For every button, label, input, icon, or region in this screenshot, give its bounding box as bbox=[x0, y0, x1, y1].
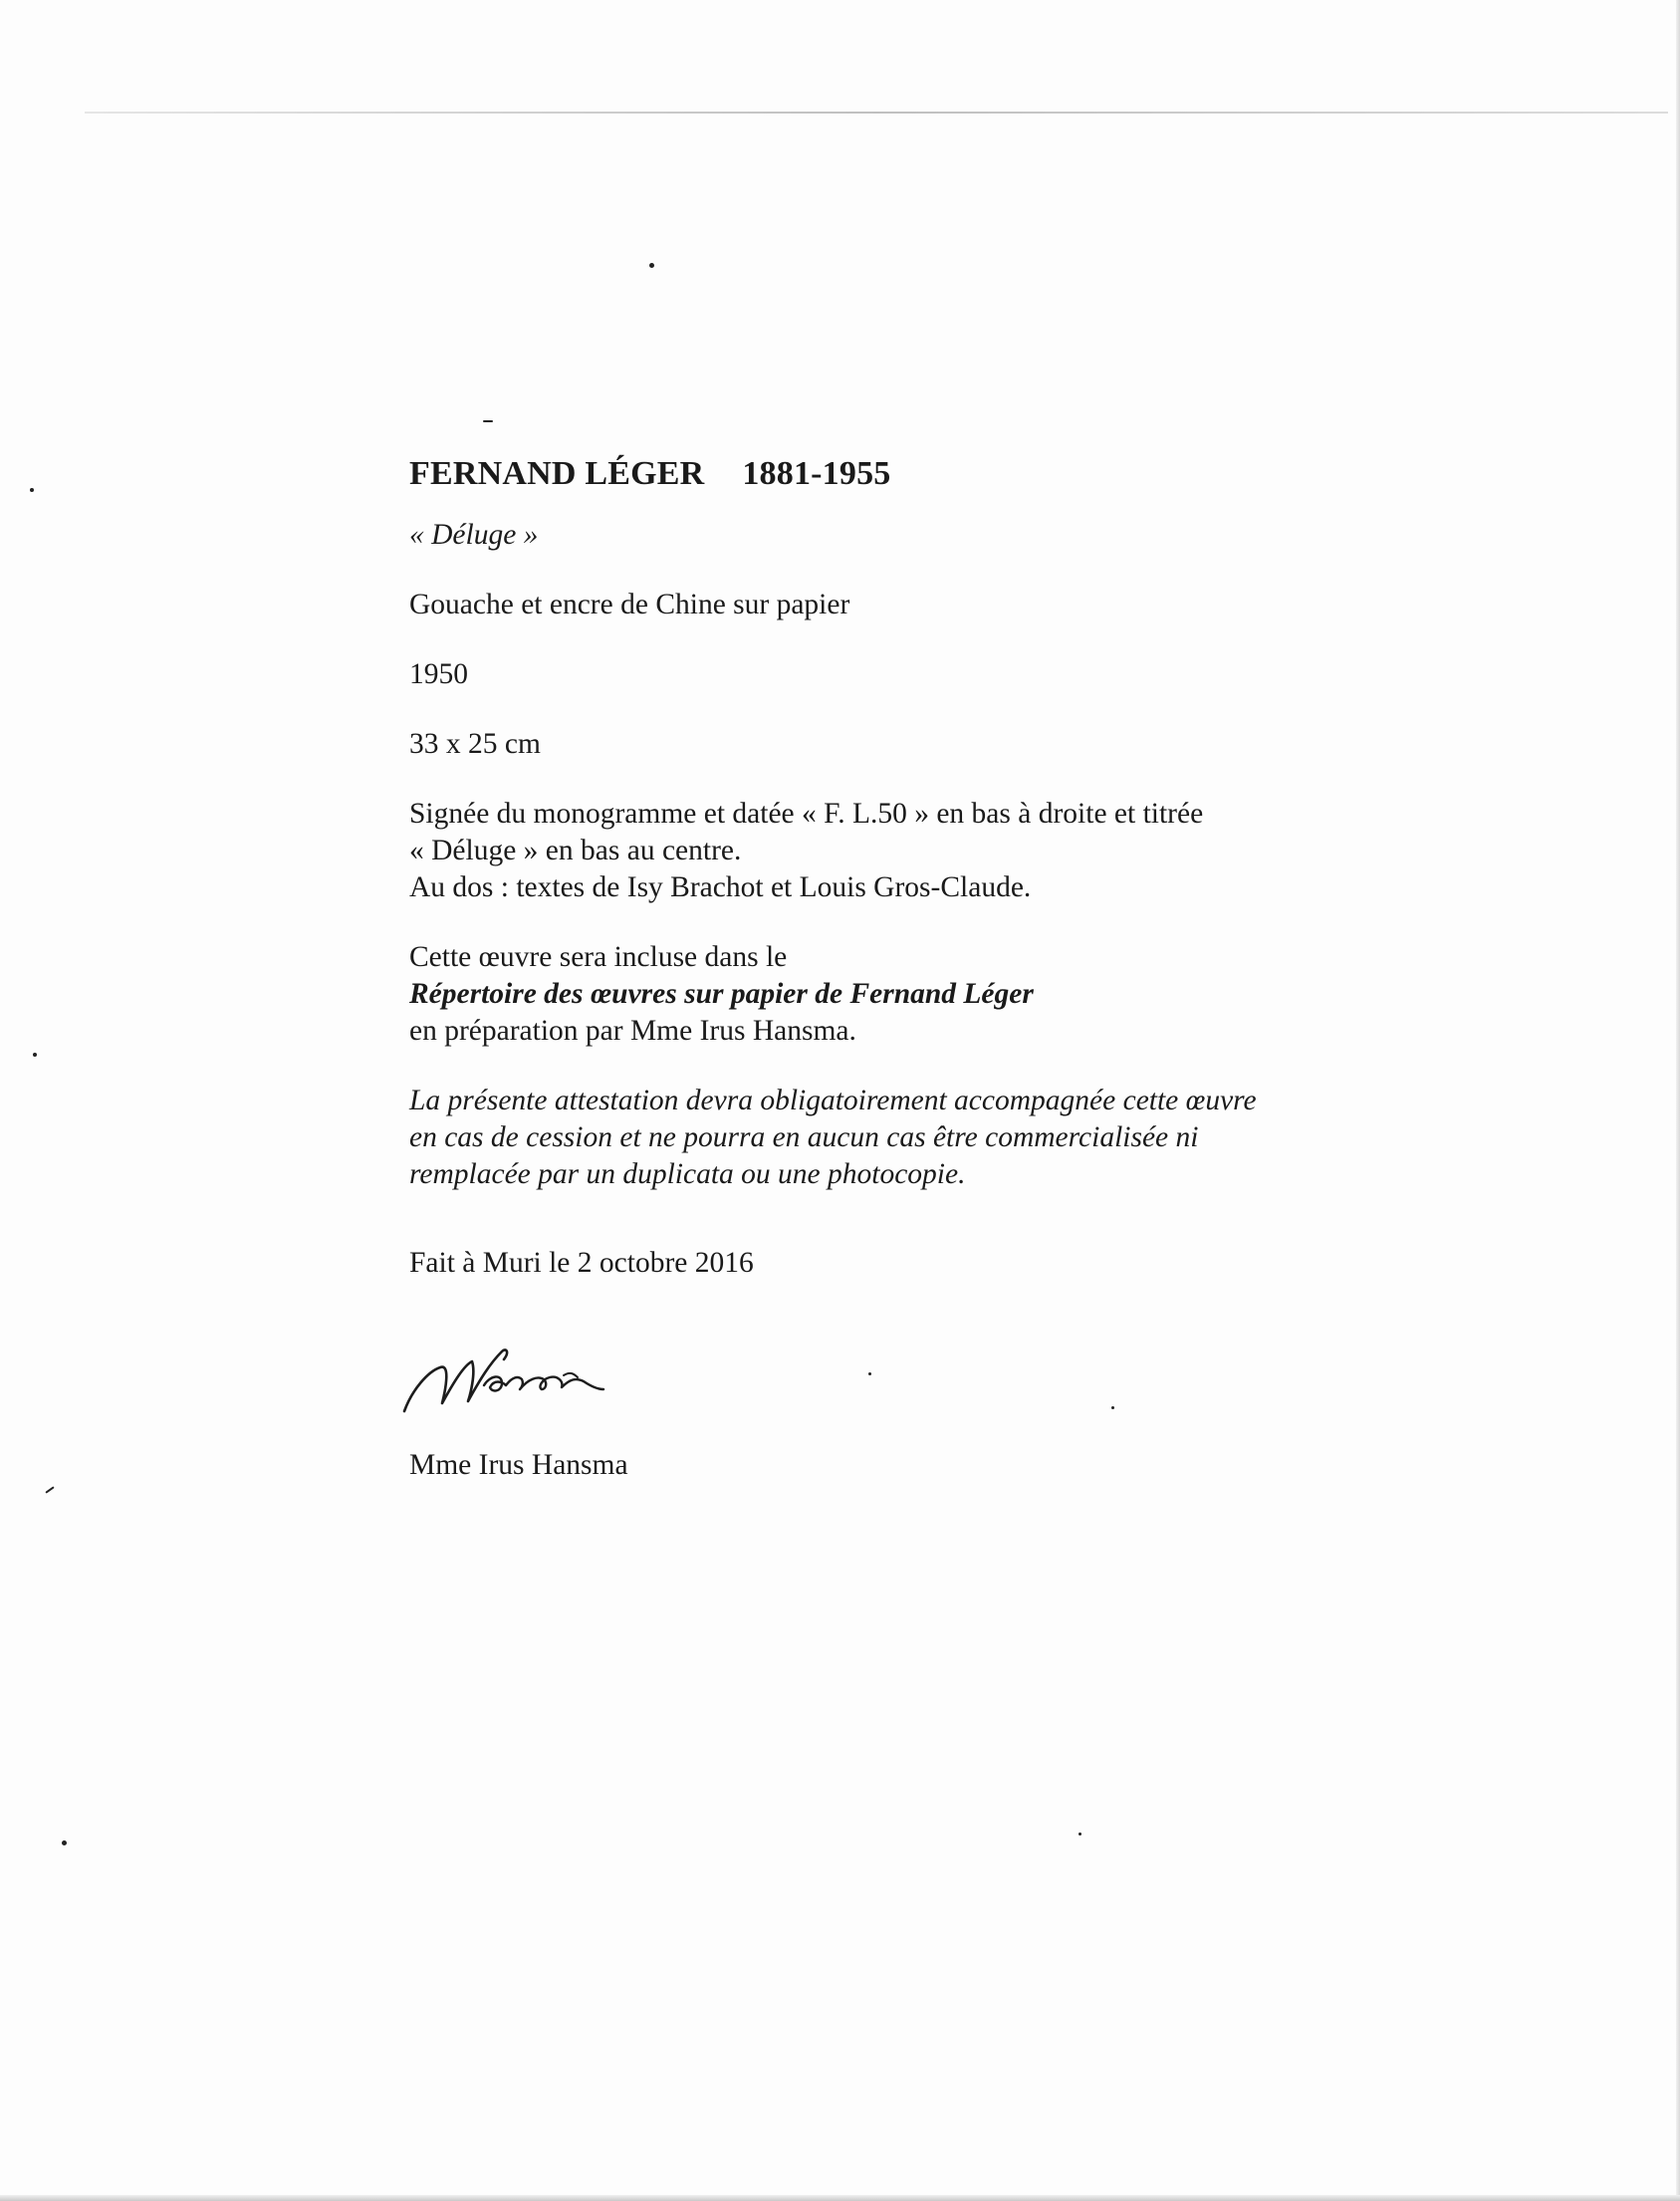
notice-line: en cas de cession et ne pourra en aucun cas être commercialisée ni bbox=[409, 1121, 1199, 1153]
scan-speck bbox=[62, 1840, 67, 1845]
inscriptions-line: Signée du monogramme et datée « F. L.50 » en bas à droite et titrée bbox=[409, 798, 1204, 830]
inscriptions-paragraph bbox=[409, 796, 1455, 906]
artwork-medium: Gouache et encre de Chine sur papier bbox=[409, 589, 850, 620]
artist-dates: 1881-1955 bbox=[742, 455, 891, 492]
scan-speck bbox=[483, 420, 493, 422]
artwork-dimensions: 33 x 25 cm bbox=[409, 728, 541, 760]
scan-speck bbox=[1111, 1406, 1114, 1409]
handwritten-signature bbox=[398, 1330, 657, 1429]
scan-speck bbox=[30, 488, 34, 492]
notice-line: remplacée par un duplicata ou une photocopie. bbox=[409, 1158, 966, 1190]
inscriptions-line: « Déluge » en bas au centre. bbox=[409, 835, 742, 866]
legal-notice bbox=[409, 1083, 1455, 1193]
artist-heading bbox=[409, 453, 1455, 495]
scan-speck bbox=[649, 263, 654, 268]
scan-edge-top-line bbox=[85, 112, 1668, 114]
scan-speck bbox=[45, 1486, 54, 1493]
scan-speck bbox=[868, 1372, 871, 1375]
certificate-body bbox=[409, 453, 1455, 1282]
scan-speck bbox=[33, 1053, 37, 1057]
artwork-title: « Déluge » bbox=[409, 519, 539, 551]
inclusion-line: Cette œuvre sera incluse dans le bbox=[409, 941, 788, 973]
scan-speck bbox=[1079, 1833, 1081, 1835]
signer-name: Mme Irus Hansma bbox=[409, 1449, 628, 1481]
artist-name: FERNAND LÉGER bbox=[409, 455, 705, 492]
catalogue-title: Répertoire des œuvres sur papier de Fernand Léger bbox=[409, 978, 1034, 1010]
scan-edge-right-shadow bbox=[1676, 0, 1680, 2201]
scan-edge-bottom-shadow bbox=[0, 2195, 1680, 2201]
inscriptions-line: Au dos : textes de Isy Brachot et Louis Gros-Claude. bbox=[409, 871, 1032, 903]
inclusion-line: en préparation par Mme Irus Hansma. bbox=[409, 1015, 856, 1047]
notice-line: La présente attestation devra obligatoirement accompagnée cette œuvre bbox=[409, 1085, 1257, 1116]
inclusion-paragraph bbox=[409, 939, 1455, 1050]
place-and-date: Fait à Muri le 2 octobre 2016 bbox=[409, 1247, 754, 1279]
artwork-year: 1950 bbox=[409, 658, 468, 690]
